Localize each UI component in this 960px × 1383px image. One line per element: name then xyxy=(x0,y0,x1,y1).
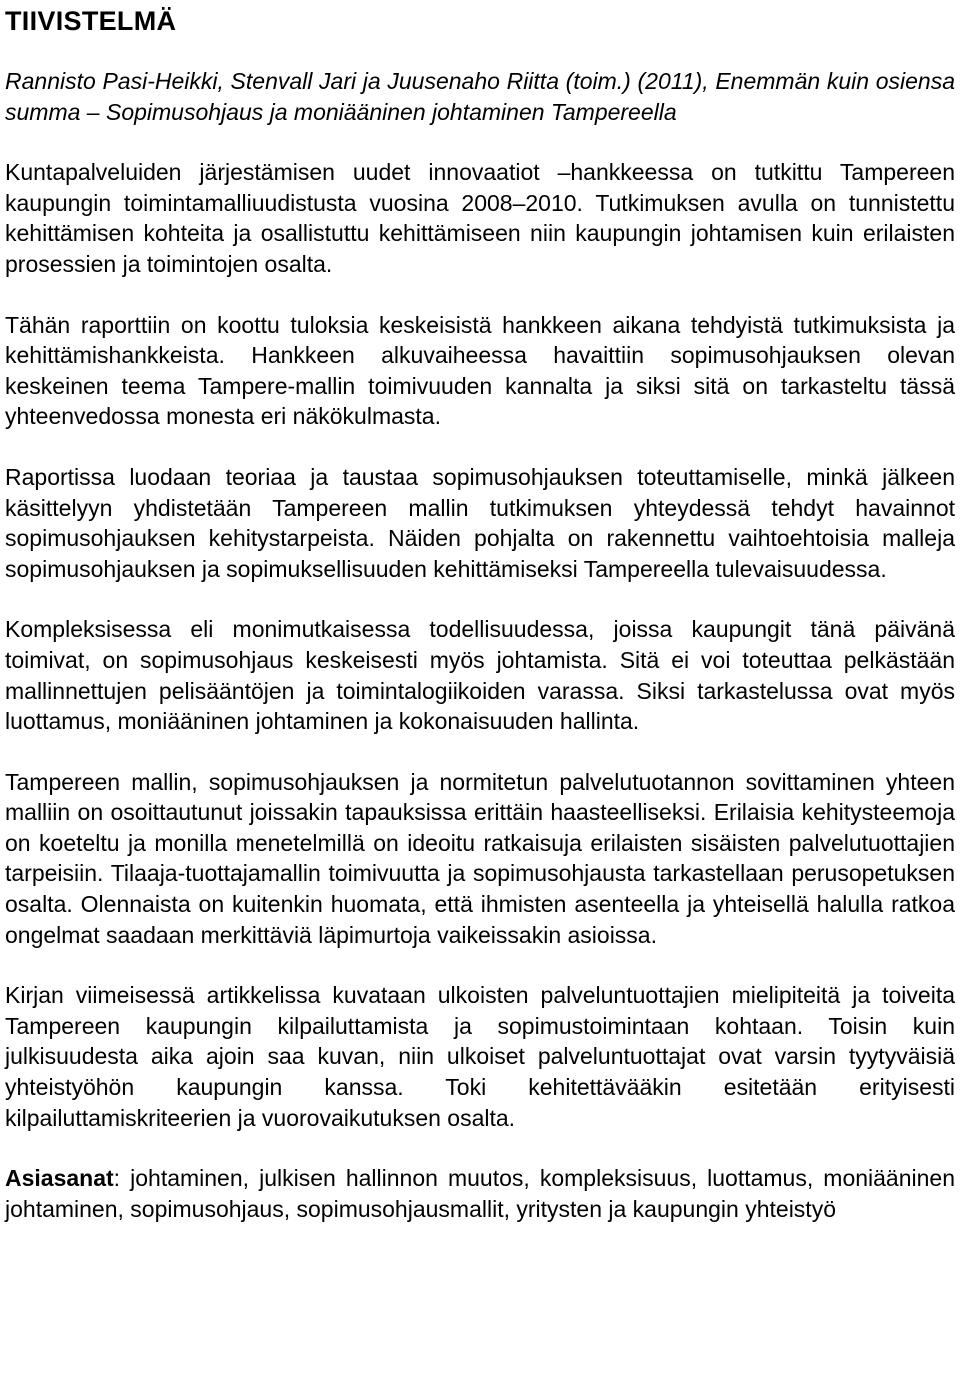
keywords-label: Asiasanat xyxy=(5,1165,114,1192)
citation: Rannisto Pasi-Heikki, Stenvall Jari ja Juusenaho Riitta (toim.) (2011), Enemmän kuin osiensa summa – Sopimusohjaus ja moniääninen johtaminen Tampereella xyxy=(5,68,955,125)
paragraph-3: Raportissa luodaan teoriaa ja taustaa sopimusohjauksen toteuttamiselle, minkä jälkeen käsittelyyn yhdistetään Tampereen mallin tutkimuksen yhteydessä tehdyt havainnot sopimusohjauksen kehitystarpeista. Näiden pohjalta on rakennettu vaihtoehtoisia malleja sopimusohjauksen ja sopimuksellisuuden kehittämiseksi Tampereella tulevaisuudessa. xyxy=(5,463,955,582)
paragraph-6: Kirjan viimeisessä artikkelissa kuvataan ulkoisten palveluntuottajien mielipiteitä ja toiveita Tampereen kaupungin kilpailuttamista ja sopimustoimintaan kohtaan. Toisin kuin julkisuudesta aika ajoin saa kuvan, niin ulkoiset palveluntuottajat ovat varsin tyytyväisiä yhteistyöhön kaupungin kanssa. Toki kehitettävääkin esitetään erityisesti kilpailuttamiskriteerien ja vuorovaikutuksen osalta. xyxy=(5,982,955,1131)
document-page xyxy=(5,0,955,1224)
document-title: TIIVISTELMÄ xyxy=(5,6,177,36)
keywords xyxy=(5,1163,955,1224)
paragraph-4: Kompleksisessa eli monimutkaisessa todellisuudessa, joissa kaupungit tänä päivänä toimivat, on sopimusohjaus keskeisesti myös johtamista. Sitä ei voi toteuttaa pelkästään mallinnettujen pelisääntöjen ja toimintalogiikoiden varassa. Siksi tarkastelussa ovat myös luottamus, moniääninen johtaminen ja kokonaisuuden hallinta. xyxy=(5,616,955,735)
keywords-text: johtaminen, julkisen hallinnon muutos, kompleksisuus, luottamus, moniääninen johtaminen, sopimusohjaus, sopimusohjausmallit, yritysten ja kaupungin yhteistyö xyxy=(5,1165,956,1222)
paragraph-2: Tähän raporttiin on koottu tuloksia keskeisistä hankkeen aikana tehdyistä tutkimuksista ja kehittämishankkeista. Hankkeen alkuvaiheessa havaittiin sopimusohjauksen olevan keskeinen teema Tampere-mallin toimivuuden kannalta ja siksi sitä on tarkasteltu tässä yhteenvedossa monesta eri näkökulmasta. xyxy=(5,311,955,430)
keywords-separator: : xyxy=(113,1165,131,1192)
paragraph-5: Tampereen mallin, sopimusohjauksen ja normitetun palvelutuotannon sovittaminen yhteen malliin on osoittautunut joissakin tapauksissa erittäin haasteelliseksi. Erilaisia kehitysteemoja on koeteltu ja monilla menetelmillä on ideoitu ratkaisuja erilaisten sisäisten palvelutuottajien tarpeisiin. Tilaaja-tuottajamallin toimivuutta ja sopimusohjausta tarkastellaan perusopetuksen osalta. Olennaista on kuitenkin huomata, että ihmisten asenteella ja yhteisellä halulla ratkoa ongelmat saadaan merkittäviä läpimurtoja vaikeissakin asioissa. xyxy=(5,768,955,948)
paragraph-1: Kuntapalveluiden järjestämisen uudet innovaatiot –hankkeessa on tutkittu Tampereen kaupungin toimintamalliuudistusta vuosina 2008–2010. Tutkimuksen avulla on tunnistettu kehittämisen kohteita ja osallistuttu kehittämiseen niin kaupungin johtamisen kuin erilaisten prosessien ja toimintojen osalta. xyxy=(5,159,955,277)
